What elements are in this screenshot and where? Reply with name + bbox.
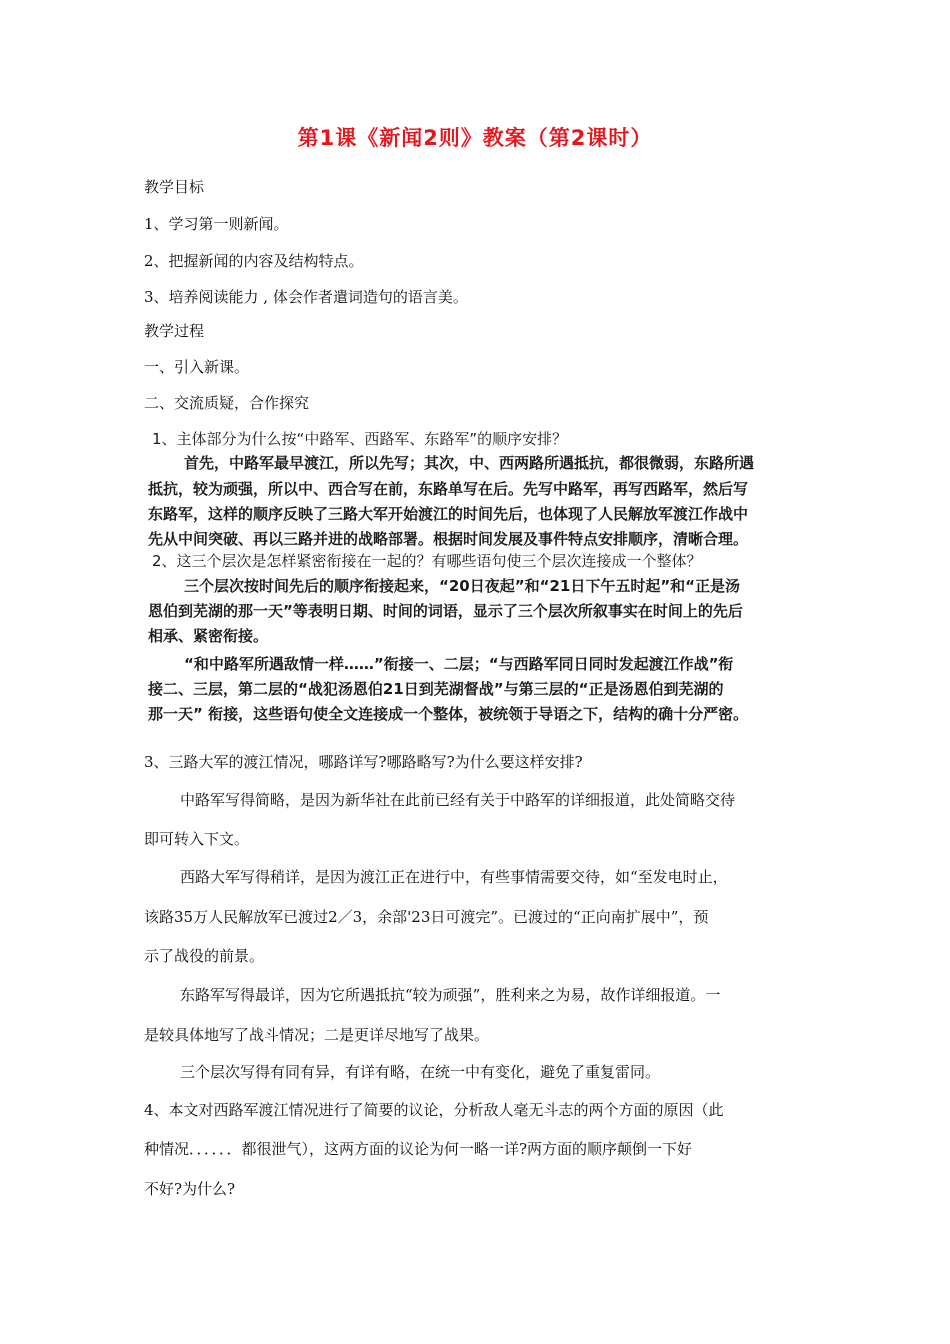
answer-line: 先从中间突破、再以三路并进的战略部署。根据时间发展及事件特点安排顺序，清晰合理。: [148, 530, 749, 548]
answer-line: 首先，中路军最早渡江，所以先写；其次，中、西两路所遇抵抗，都很微弱，东路所遇: [184, 454, 755, 472]
answer-line: 接二、三层，第二层的“战犯汤恩伯21日到芜湖督战”与第三层的“正是汤恩伯到芜湖的: [148, 680, 724, 698]
objective-item: 1、学习第一则新闻。: [144, 215, 289, 233]
answer-line: 恩伯到芜湖的那一天”等表明日期、时间的词语，显示了三个层次所叙事实在时间上的先后: [148, 602, 743, 620]
objective-item: 2、把握新闻的内容及结构特点。: [144, 252, 364, 270]
paragraph-line: 三个层次写得有同有异，有详有略，在统一中有变化，避免了重复雷同。: [180, 1063, 661, 1081]
objectives-heading: 教学目标: [144, 178, 205, 196]
paragraph-line: 东路军写得最详，因为它所遇抵抗“较为顽强”，胜利来之为易，故作详细报道。一: [180, 986, 721, 1004]
page-title: 第1课《新闻2则》教案（第2课时）: [297, 126, 653, 150]
paragraph-line: 即可转入下文。: [144, 830, 250, 848]
paragraph-line: 西路大军写得稍详，是因为渡江正在进行中，有些事情需要交待，如“至发电时止，: [180, 868, 728, 886]
question-2: 2、这三个层次是怎样紧密衔接在一起的？有哪些语句使三个层次连接成一个整体？: [152, 552, 702, 570]
paragraph-line: 该路35万人民解放军已渡过2／3，余部'23日可渡完”。已渡过的“正向南扩展中”，预: [144, 908, 709, 926]
answer-line: 三个层次按时间先后的顺序衔接起来，“20日夜起”和“21日下午五时起”和“正是汤: [184, 577, 741, 595]
paragraph-line: 示了战役的前景。: [144, 947, 265, 965]
process-step: 二、交流质疑，合作探究: [144, 394, 310, 412]
answer-line: “和中路军所遇敌情一样……”衔接一、二层；“与西路军同日同时发起渡江作战”衔: [184, 655, 734, 673]
question-4-line: 种情况．．．．．．都很泄气），这两方面的议论为何一略一详?两方面的顺序颠倒一下好: [144, 1140, 693, 1158]
answer-line: 那一天” 衔接，这些语句使全文连接成一个整体，被统领于导语之下，结构的确十分严密。: [148, 705, 749, 723]
question-4-line: 不好?为什么?: [144, 1180, 236, 1198]
objective-item: 3、培养阅读能力 , 体会作者遣词造句的语言美。: [144, 288, 468, 306]
process-heading: 教学过程: [144, 322, 205, 340]
paragraph-line: 是较具体地写了战斗情况；二是更详尽地写了战果。: [144, 1026, 490, 1044]
question-1: 1、主体部分为什么按“中路军、西路军、东路军”的顺序安排？: [152, 430, 568, 448]
answer-line: 东路军，这样的顺序反映了三路大军开始渡江的时间先后，也体现了人民解放军渡江作战中: [148, 505, 749, 523]
question-4-line: 4、本文对西路军渡江情况进行了简要的议论，分析敌人毫无斗志的两个方面的原因（此: [144, 1101, 724, 1119]
paragraph-line: 中路军写得简略，是因为新华社在此前已经有关于中路军的详细报道，此处简略交待: [180, 791, 736, 809]
answer-line: 抵抗，较为顽强，所以中、西合写在前，东路单写在后。先写中路军，再写西路军，然后写: [148, 480, 749, 498]
process-step: 一、引入新课。: [144, 358, 250, 376]
question-3: 3、三路大军的渡江情况，哪路详写?哪路略写?为什么要这样安排?: [144, 753, 583, 771]
answer-line: 相承、紧密衔接。: [148, 627, 269, 645]
